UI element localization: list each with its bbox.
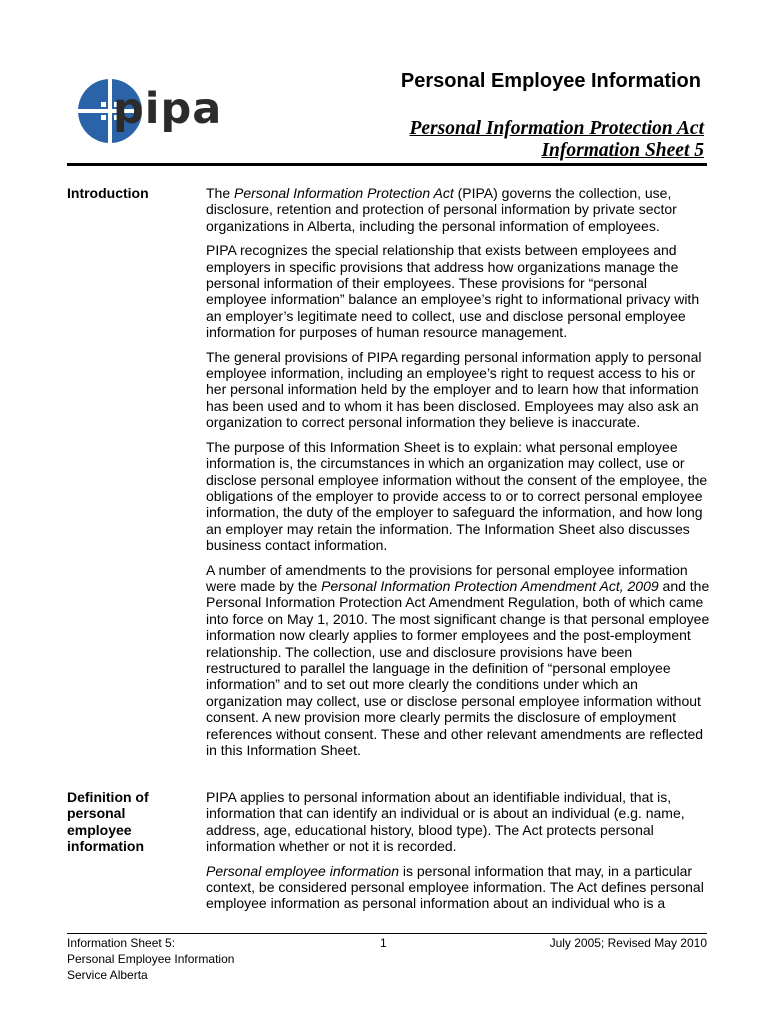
- page-subtitle: [409, 118, 704, 162]
- section-body-definition: [206, 789, 710, 920]
- section-label-definition: Definition of personal employee information: [67, 789, 149, 855]
- paragraph: PIPA applies to personal information about an identifiable individual, that is, information that can identify an individual or is about an individual (e.g. name, address, age, educational history, blood type). The Act protects personal information whether or not it is recorded.: [206, 789, 685, 855]
- footer-document-info: Information Sheet 5: Personal Employee Information Service Alberta: [67, 936, 235, 982]
- footer-date: July 2005; Revised May 2010: [549, 936, 707, 950]
- page-title: Personal Employee Information: [400, 70, 701, 92]
- paragraph: A number of amendments to the provisions for personal employee information were made by the Personal Information Protection Amendment Act, 2009 and the Personal Information Protection Act Amendment Regulation, both of which came into force on May 1, 2010. The most significant change is that personal employee information now clearly applies to former employees and the post-employment relationship. The collection, use and disclosure provisions have been restructured to parallel the language in the definition of “personal employee information” and to set out more clearly the conditions under which an organization may collect, use or disclose personal employee information without consent. A new provision more clearly permits the disclosure of employment references without consent. These and other relevant amendments are reflected in this Information Sheet.: [206, 561, 710, 758]
- paragraph: The purpose of this Information Sheet is to explain: what personal employee information is, the circumstances in which an organization may collect, use or disclose personal employee information without the consent of the employee, the obligations of the employer to provide access to or to correct personal employee information, the duty of the employer to safeguard the information, and how long an employer may retain the information. The Information Sheet also discusses business contact information.: [206, 438, 708, 554]
- footer-divider: [67, 933, 707, 934]
- paragraph: The general provisions of PIPA regarding personal information apply to personal employee information, including an employee’s right to request access to his or her personal information held by the employer and to learn how that information has been used and to whom it has been disclosed. Employees may also ask an organization to correct personal information they believe is inaccurate.: [206, 348, 702, 431]
- subtitle-line-1: Personal Information Protection Act: [409, 118, 704, 139]
- paragraph: The Personal Information Protection Act (PIPA) governs the collection, use, disclosure, retention and protection of personal information by private sector organizations in Alberta, including the personal information of employees.: [206, 185, 677, 234]
- page-footer: [67, 933, 707, 983]
- section-body-introduction: [206, 185, 710, 766]
- header-divider: [67, 163, 707, 166]
- logo-wordmark: pipa: [113, 84, 223, 134]
- paragraph: PIPA recognizes the special relationship that exists between employees and employers in specific provisions that address how organizations manage the personal information of their employees. These provisions for “personal employee information” balance an employee’s right to informational privacy with an employer’s legitimate need to collect, use and disclose personal employee information for purposes of human resource management.: [206, 242, 700, 341]
- page-number: 1: [380, 936, 387, 950]
- subtitle-line-2: Information Sheet 5: [541, 140, 704, 161]
- paragraph: Personal employee information is personal information that may, in a particular context, be considered personal employee information. The Act defines personal employee information as personal information about an individual who is a: [206, 862, 704, 912]
- section-label-introduction: Introduction: [67, 185, 149, 201]
